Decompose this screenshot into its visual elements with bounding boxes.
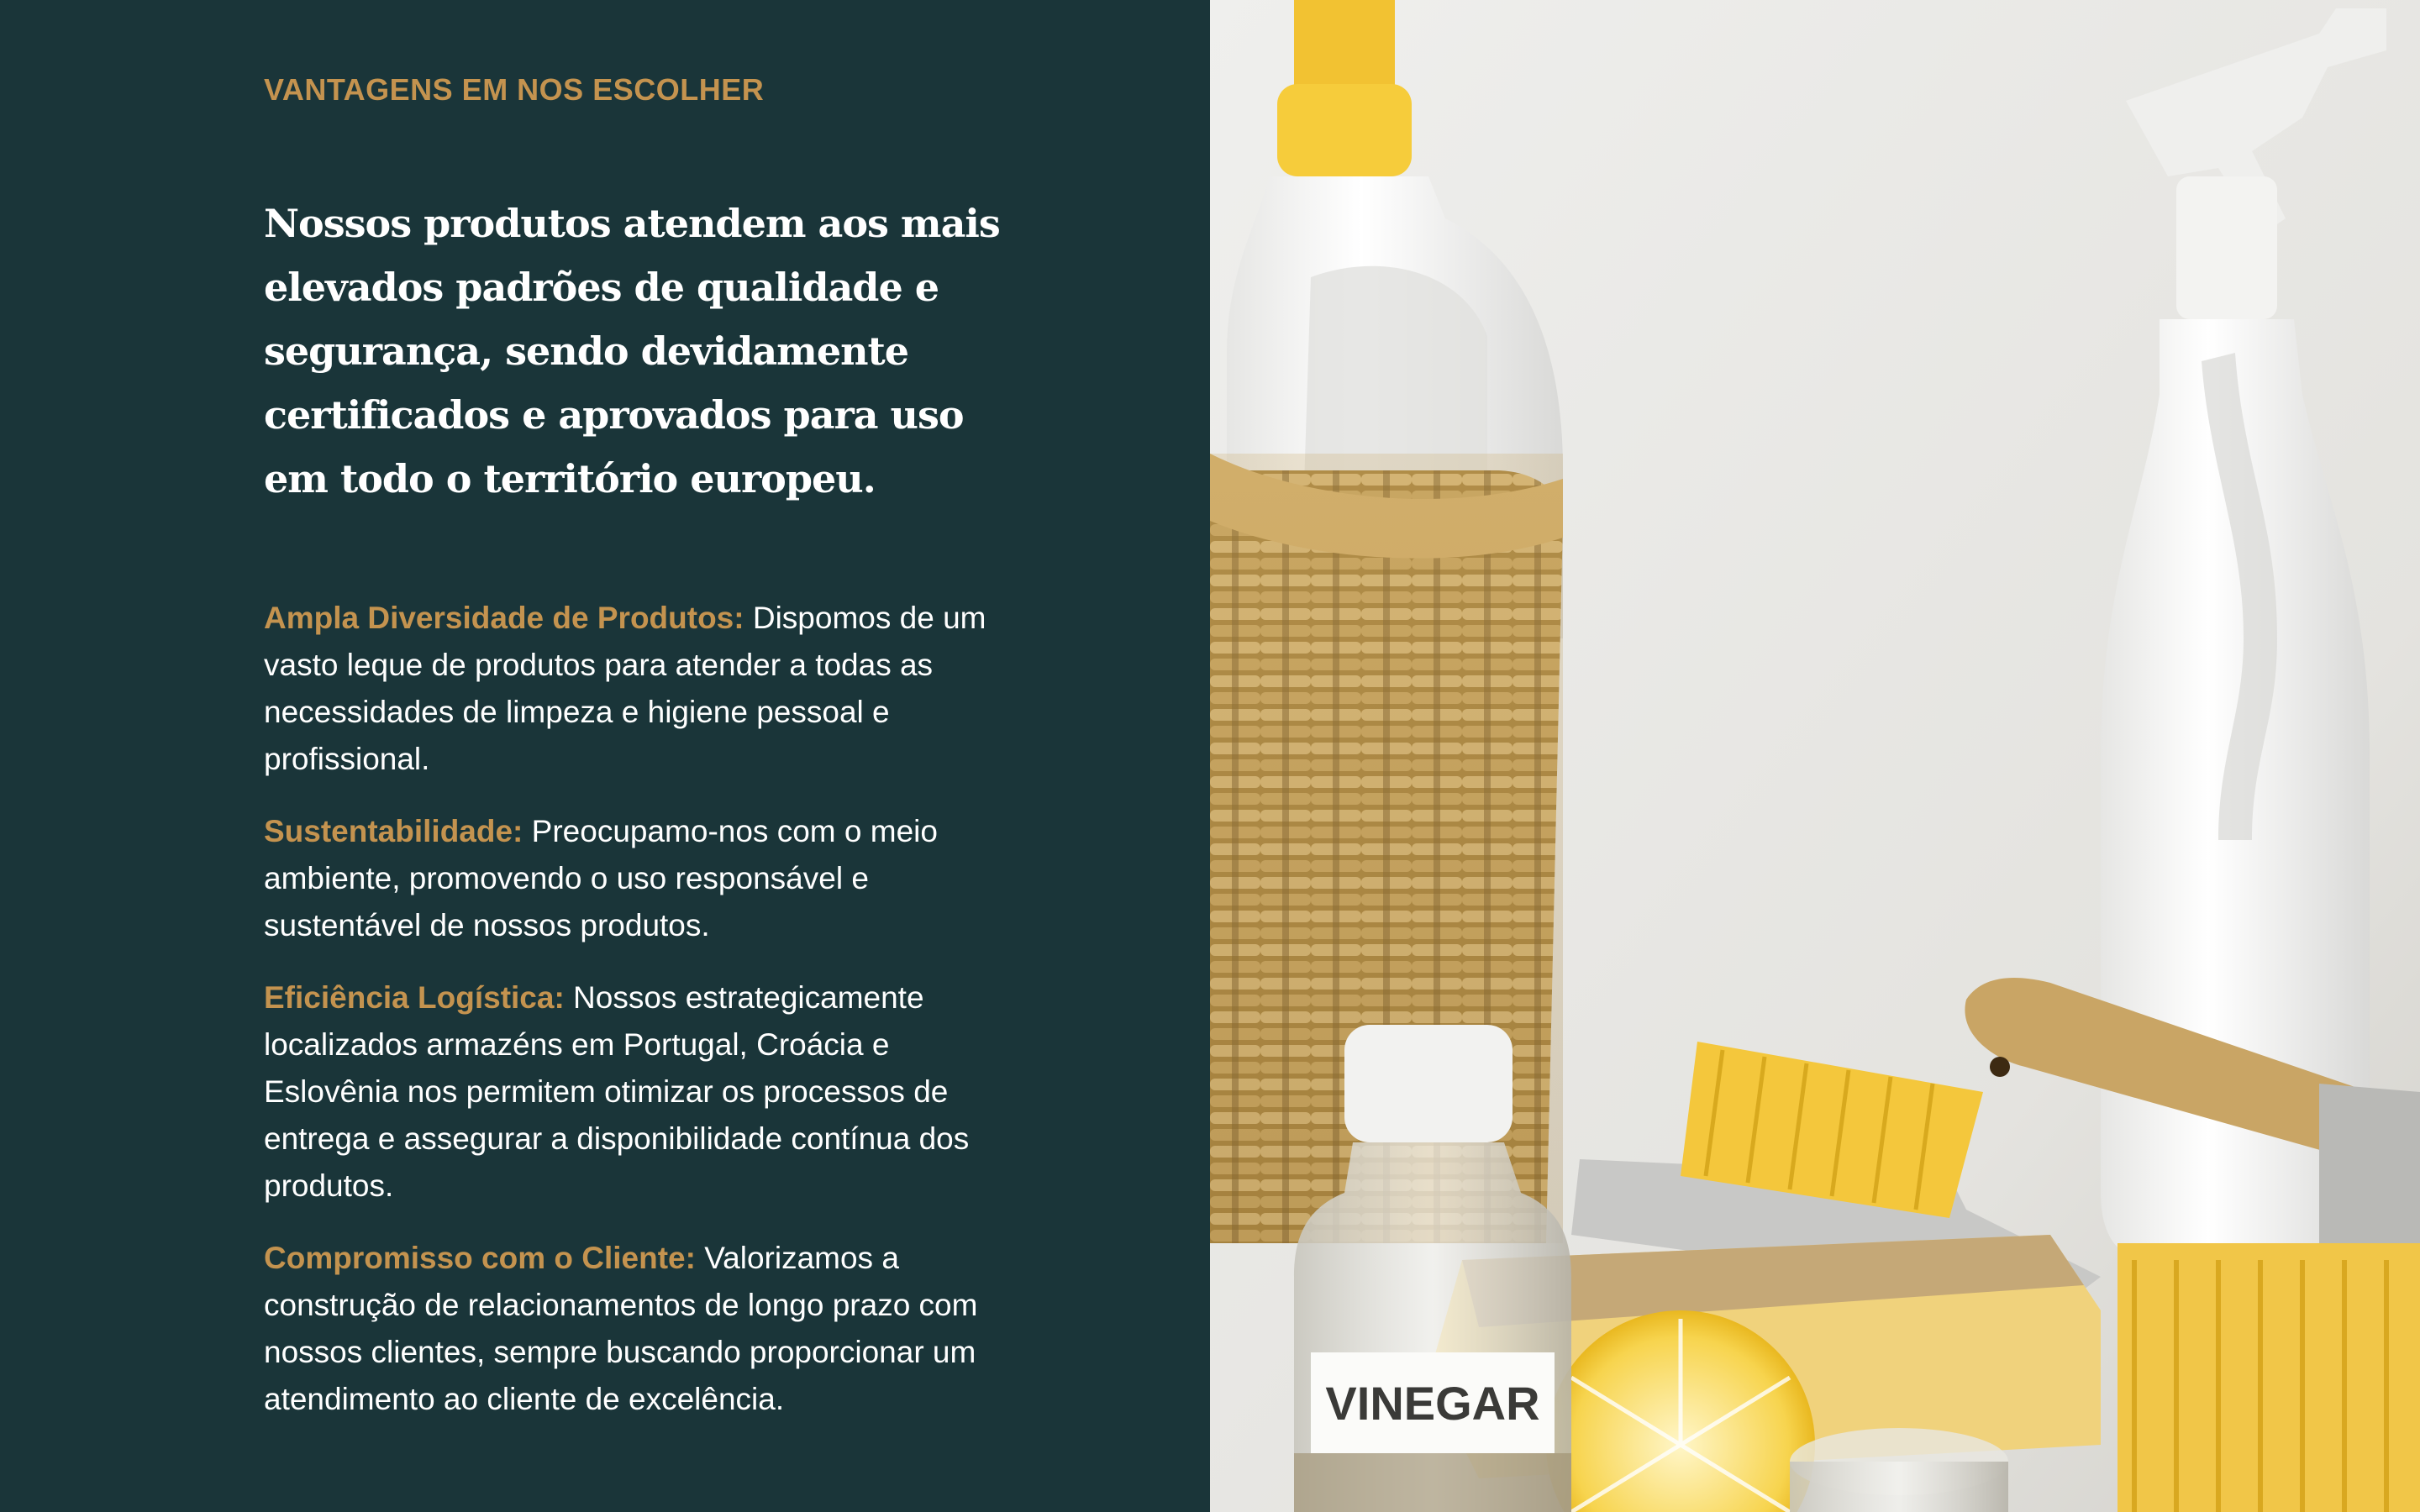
benefit-text: Nossos estrategicamente localizados armazéns em Portugal, Croácia e Eslovênia nos permitem otimizar os processos de entrega e assegurar a disponibilidade contínua dos produtos.	[264, 980, 970, 1203]
benefit-term: Compromisso com o Cliente:	[264, 1241, 696, 1275]
benefit-item	[264, 1235, 1020, 1423]
benefit-text: Preocupamo-nos com o meio ambiente, promovendo o uso responsável e sustentável de nossos produtos.	[264, 814, 938, 942]
benefit-term: Eficiência Logística:	[264, 980, 565, 1015]
benefit-item	[264, 595, 1020, 783]
vinegar-label: VINEGAR	[1325, 1377, 1540, 1430]
benefits-list	[264, 595, 1020, 1448]
benefit-text: Valorizamos a construção de relacionamentos de longo prazo com nossos clientes, sempre buscando proporcionar um atendimento ao cliente de excelência.	[264, 1241, 978, 1416]
section-eyebrow: VANTAGENS EM NOS ESCOLHER	[264, 72, 765, 107]
benefit-item	[264, 808, 1020, 949]
product-photo	[1210, 0, 2420, 1512]
benefit-term: Ampla Diversidade de Produtos:	[264, 601, 744, 635]
benefit-text: Dispomos de um vasto leque de produtos para atender a todas as necessidades de limpeza e higiene pessoal e profissional.	[264, 601, 986, 776]
section-headline: Nossos produtos atendem aos mais elevados padrões de qualidade e segurança, sendo devidamente certificados e aprovados para uso em todo o território europeu.	[264, 201, 1000, 501]
benefit-item	[264, 974, 1020, 1210]
benefit-term: Sustentabilidade:	[264, 814, 523, 848]
cleaning-products-illustration	[1210, 0, 2420, 1512]
